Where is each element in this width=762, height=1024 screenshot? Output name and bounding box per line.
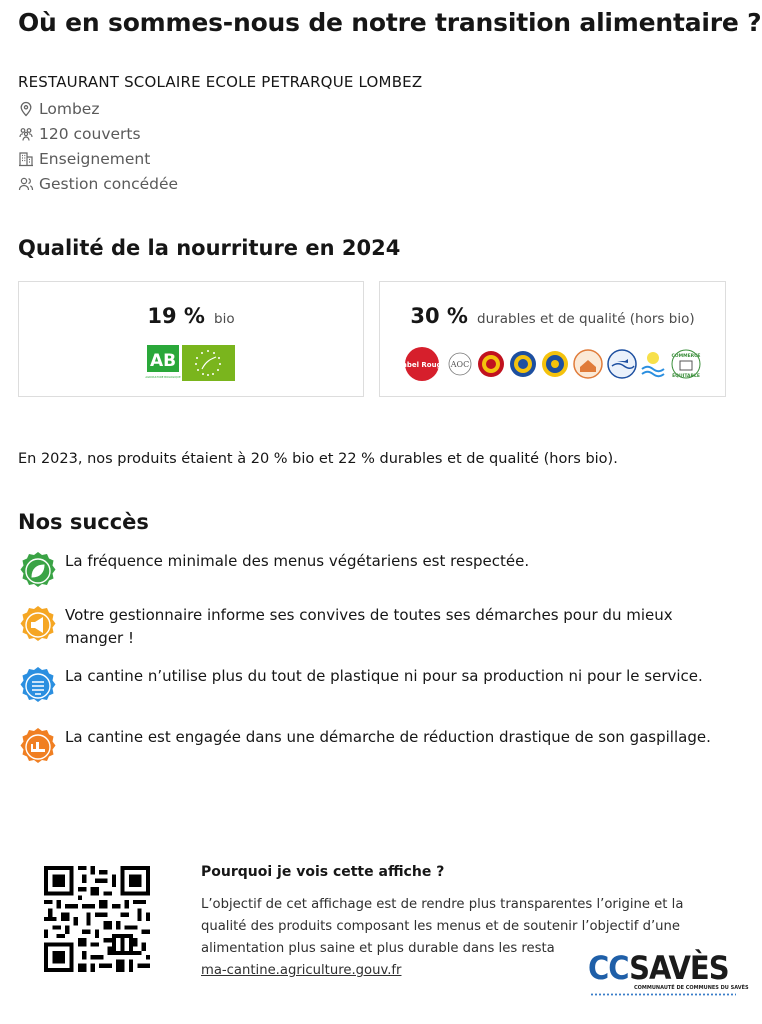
igp-icon <box>508 344 538 384</box>
ccsaves-subtitle: COMMUNAUTÉ DE COMMUNES DU SAVÈS <box>634 985 749 991</box>
ab-logo-icon <box>147 345 179 381</box>
peche-durable-icon <box>606 344 638 384</box>
bio-percentage: 19 % <box>147 304 205 328</box>
bio-label: bio <box>214 311 235 327</box>
brand-cc: CC <box>588 949 630 987</box>
commerce-text: COMMERCE <box>671 354 700 359</box>
success-item <box>18 666 738 706</box>
megaphone-icon <box>18 605 58 645</box>
ab-logo-caption: AGRICULTURE BIOLOGIQUE <box>145 376 181 379</box>
success-text: La fréquence minimale des menus végétariens est respectée. <box>65 552 530 570</box>
website-link[interactable]: ma-cantine.agriculture.gouv.fr <box>201 963 402 978</box>
users-icon <box>18 176 34 192</box>
success-item <box>18 727 738 767</box>
success-text: Votre gestionnaire informe ses convives de toutes ses démarches pour du mieux manger ! <box>65 606 673 647</box>
covers-row <box>18 125 141 143</box>
management-label: Gestion concédée <box>39 175 179 193</box>
sustainable-card <box>379 281 726 397</box>
euro-leaf-logo-icon <box>182 345 235 381</box>
no-plastic-icon <box>18 666 58 706</box>
success-item <box>18 605 738 650</box>
svg-text:AB: AB <box>149 351 177 371</box>
success-text: La cantine est engagée dans une démarche de réduction drastique de son gaspillage. <box>65 728 711 746</box>
aop-icon <box>476 344 506 384</box>
label-rouge-text: Label Rouge <box>397 361 446 369</box>
bio-card <box>18 281 364 397</box>
aoc-icon <box>446 344 474 384</box>
quality-heading: Qualité de la nourriture en 2024 <box>18 236 401 260</box>
successes-heading: Nos succès <box>18 510 149 534</box>
fermier-icon <box>572 344 604 384</box>
leaf-icon <box>18 551 58 591</box>
canteen-name: RESTAURANT SCOLAIRE ECOLE PETRARQUE LOMBEZ <box>18 73 423 91</box>
label-rouge-icon <box>397 344 446 384</box>
commerce-equitable-icon <box>668 344 704 384</box>
management-row <box>18 175 178 193</box>
why-title: Pourquoi je vois cette affiche ? <box>201 864 445 880</box>
history-text: En 2023, nos produits étaient à 20 % bio et 22 % durables et de qualité (hors bio). <box>18 451 618 467</box>
sector-row <box>18 150 150 168</box>
waste-icon <box>18 727 58 767</box>
success-item <box>18 551 738 591</box>
aoc-text: AOC <box>450 360 469 369</box>
city-label: Lombez <box>39 100 100 118</box>
location-pin-icon <box>18 101 34 117</box>
sector-label: Enseignement <box>39 150 151 168</box>
sustainable-label: durables et de qualité (hors bio) <box>477 311 695 327</box>
people-icon <box>18 126 34 142</box>
success-text: La cantine n’utilise plus du tout de plastique ni pour sa production ni pour le service. <box>65 667 703 685</box>
sustainable-percentage: 30 % <box>410 304 468 328</box>
ccsaves-brand <box>588 948 729 988</box>
page-title: Où en sommes-nous de notre transition alimentaire ? <box>18 8 762 37</box>
building-icon <box>18 151 34 167</box>
ccsaves-dots <box>590 993 736 996</box>
equitable-text: ÉQUITABLE <box>671 374 700 379</box>
ccsaves-logo <box>588 948 749 1004</box>
city-row <box>18 100 99 118</box>
stg-icon <box>540 344 570 384</box>
rup-icon <box>640 344 666 384</box>
qr-code[interactable] <box>44 866 150 972</box>
brand-saves: SAVÈS <box>629 949 729 987</box>
why-text: L’objectif de cet affichage est de rendre plus transparentes l’origine et la qualité des produits composant les menus et de soutenir l’objectif d’une alimentation plus saine et plus durable dans les resta <box>201 897 684 956</box>
covers-label: 120 couverts <box>39 125 141 143</box>
